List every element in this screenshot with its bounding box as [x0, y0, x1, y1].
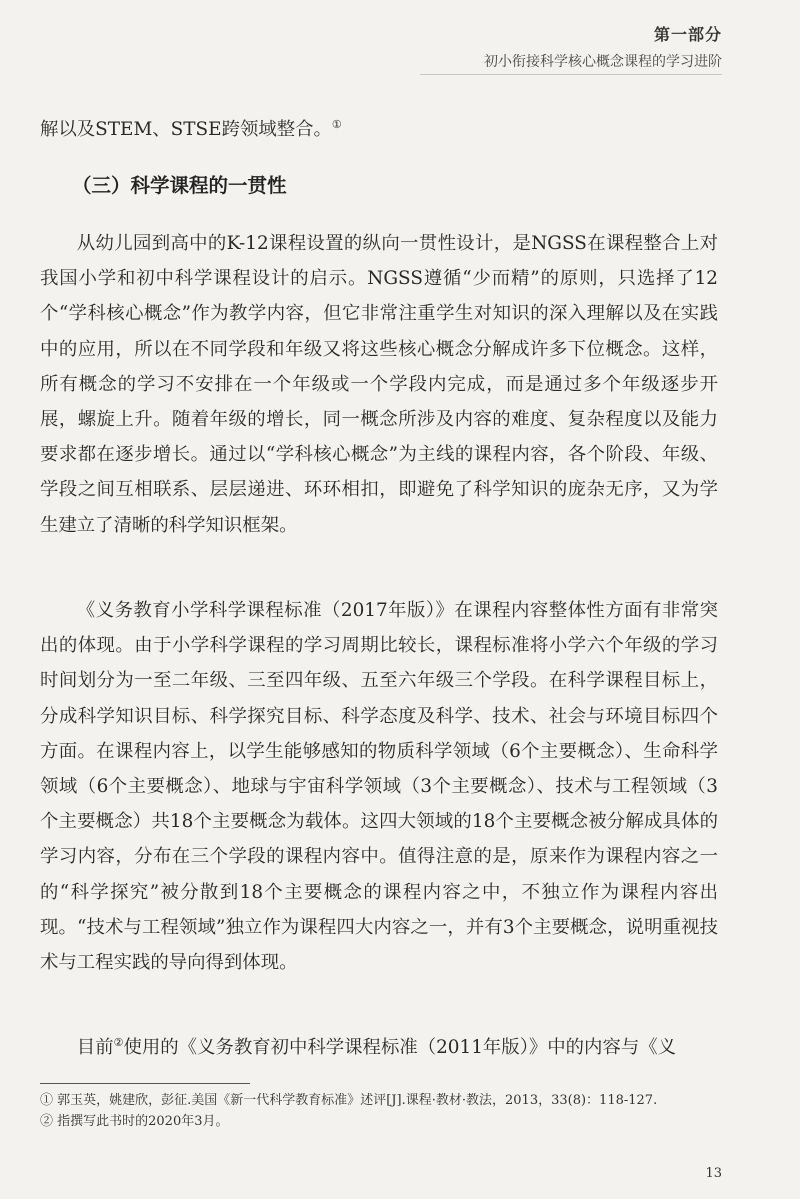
header-part-title: 第一部分 — [653, 25, 722, 44]
paragraph-3-start: 目前 — [76, 1037, 114, 1058]
footnote-divider — [40, 1083, 250, 1084]
page-number: 13 — [705, 1166, 722, 1181]
paragraph-3 — [40, 1030, 718, 1065]
continued-text: 解以及STEM、STSE跨领域整合。 — [40, 119, 332, 140]
section-heading: （三）科学课程的一贯性 — [72, 174, 287, 197]
footnotes — [40, 1090, 740, 1132]
paragraph-3-rest: 使用的《义务教育初中科学课程标准（2011年版）》中的内容与《义 — [123, 1037, 677, 1058]
paragraph-1 — [40, 226, 718, 543]
paragraph-2-text: 《义务教育小学科学课程标准（2017年版）》在课程内容整体性方面有非常突出的体现。由于小学科学课程的学习周期比较长，课程标准将小学六个年级的学习时间划分为一至二年级、三至四年级、五至六年级三个学段。在科学课程目标上，分成科学知识目标、科学探究目标、科学态度及科学、技术、社会与环境目标四个方面。在课程内容上，以学生能够感知的物质科学领域（6个主要概念）、生命科学领域（6个主要概念）、地球与宇宙科学领域（3个主要概念）、技术与工程领域（3个主要概念）共18个主要概念为载体。这四大领域的18个主要概念被分解成具体的学习内容，分布在三个学段的课程内容中。值得注意的是，原来作为课程内容之一的“科学探究”被分散到18个主要概念的课程内容之中，不独立作为课程内容出现。“技术与工程领域”独立作为课程四大内容之一，并有3个主要概念，说明重视技术与工程实践的导向得到体现。 — [40, 600, 718, 974]
paragraph-2 — [40, 593, 718, 980]
footnote-ref-2: ② — [113, 1035, 124, 1049]
header-divider — [420, 74, 722, 75]
footnote-2: ② 指撰写此书时的2020年3月。 — [40, 1114, 229, 1129]
footnote-1: ① 郭玉英，姚建欣，彭征.美国《新一代科学教育标准》述评[J].课程·教材·教法，2013，33(8)：118-127. — [40, 1093, 658, 1108]
header-chapter-subtitle: 初小衔接科学核心概念课程的学习进阶 — [484, 54, 722, 70]
continued-line — [40, 112, 718, 147]
running-header — [484, 22, 722, 71]
paragraph-1-text: 从幼儿园到高中的K-12课程设置的纵向一贯性设计，是NGSS在课程整合上对我国小学和初中科学课程设计的启示。NGSS遵循“少而精”的原则，只选择了12个“学科核心概念”作为教学内容，但它非常注重学生对知识的深入理解以及在实践中的应用，所以在不同学段和年级又将这些核心概念分解成许多下位概念。这样，所有概念的学习不安排在一个年级或一个学段内完成，而是通过多个年级逐步开展，螺旋上升。随着年级的增长，同一概念所涉及内容的难度、复杂程度以及能力要求都在逐步增长。通过以“学科核心概念”为主线的课程内容，各个阶段、年级、学段之间互相联系、层层递进、环环相扣，即避免了科学知识的庞杂无序，又为学生建立了清晰的科学知识框架。 — [40, 233, 718, 536]
footnote-ref-1: ① — [331, 117, 342, 131]
